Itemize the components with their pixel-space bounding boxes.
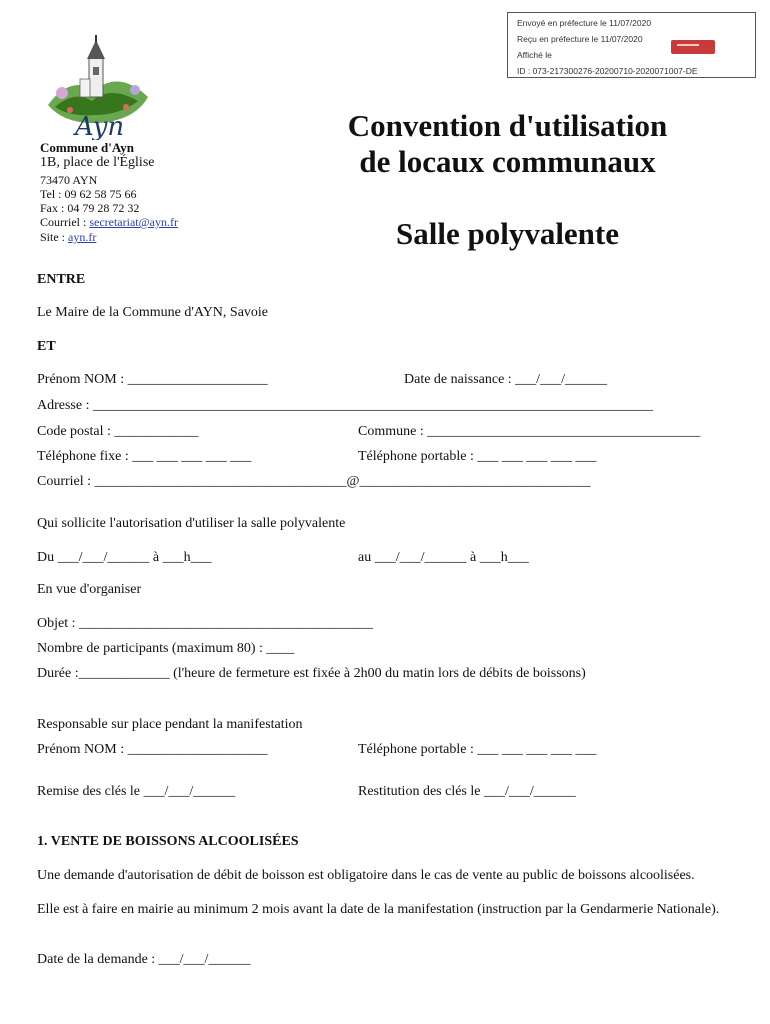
stamp-received-date: Reçu en préfecture le 11/07/2020 (517, 34, 643, 44)
date-naissance-field[interactable]: Date de naissance : ___/___/______ (404, 372, 607, 387)
et-heading: ET (37, 339, 56, 354)
email-link[interactable]: secretariat@ayn.fr (89, 215, 178, 229)
maire-line: Le Maire de la Commune d'AYN, Savoie (37, 305, 269, 320)
title-line-2: de locaux communaux (359, 144, 656, 179)
en-vue-line: En vue d'organiser (37, 582, 142, 597)
courriel-field[interactable]: Courriel : ____________________________________@_________________________________ (37, 474, 591, 489)
remise-cles-field[interactable]: Remise des clés le ___/___/______ (37, 784, 236, 799)
telephone-portable-field[interactable]: Téléphone portable : ___ ___ ___ ___ ___ (358, 449, 597, 464)
date-debut-field[interactable]: Du ___/___/______ à ___h___ (37, 550, 212, 565)
section-1-paragraph-1: Une demande d'autorisation de débit de boisson est obligatoire dans le cas de vente au public de boissons alcoolisées. (37, 868, 695, 883)
commune-street: 1B, place de l'Église (40, 155, 155, 170)
email-label: Courriel : (40, 215, 90, 229)
section-1-heading: 1. VENTE DE BOISSONS ALCOOLISÉES (37, 834, 299, 849)
commune-city: 73470 AYN (40, 173, 98, 187)
stamp-posted: Affiché le (517, 50, 552, 60)
site-label: Site : (40, 230, 69, 244)
code-postal-field[interactable]: Code postal : ____________ (37, 424, 199, 439)
prenom-nom-field[interactable]: Prénom NOM : ____________________ (37, 372, 268, 387)
responsable-prenom-nom-field[interactable]: Prénom NOM : ____________________ (37, 742, 268, 757)
stamp-id: ID : 073-217300276-20200710-2020071007-DE (517, 66, 698, 76)
entre-heading: ENTRE (37, 272, 86, 287)
commune-name: Commune d'Ayn (40, 140, 135, 155)
title-subtitle: Salle polyvalente (395, 216, 620, 251)
participants-field[interactable]: Nombre de participants (maximum 80) : ____ (37, 641, 295, 656)
responsable-telephone-field[interactable]: Téléphone portable : ___ ___ ___ ___ ___ (358, 742, 597, 757)
responsable-line: Responsable sur place pendant la manifestation (37, 717, 303, 732)
date-fin-field[interactable]: au ___/___/______ à ___h___ (358, 550, 529, 565)
adresse-field[interactable]: Adresse : ________________________________________________________________________________ (37, 398, 653, 413)
title-line-1: Convention d'utilisation (347, 108, 668, 143)
commune-logo (40, 35, 155, 140)
site-link[interactable]: ayn.fr (68, 230, 97, 244)
prefecture-stamp (507, 12, 756, 78)
logo-text: Ayn (75, 112, 125, 140)
sollicite-line: Qui sollicite l'autorisation d'utiliser la salle polyvalente (37, 516, 346, 531)
commune-field[interactable]: Commune : _______________________________________ (358, 424, 701, 439)
objet-field[interactable]: Objet : __________________________________________ (37, 616, 373, 631)
section-1-paragraph-2: Elle est à faire en mairie au minimum 2 mois avant la date de la manifestation (instruction par la Gendarmerie Nationale). (37, 902, 720, 917)
duree-field[interactable]: Durée :_____________ (l'heure de fermeture est fixée à 2h00 du matin lors de débits de boissons) (37, 666, 586, 681)
date-demande-field[interactable]: Date de la demande : ___/___/______ (37, 952, 251, 967)
commune-site-row (40, 230, 96, 244)
commune-email-row (40, 215, 178, 229)
prefecture-badge-icon (671, 40, 715, 54)
commune-tel: Tel : 09 62 58 75 66 (40, 187, 137, 201)
stamp-sent-date: Envoyé en préfecture le 11/07/2020 (517, 18, 652, 28)
telephone-fixe-field[interactable]: Téléphone fixe : ___ ___ ___ ___ ___ (37, 449, 252, 464)
restitution-cles-field[interactable]: Restitution des clés le ___/___/______ (358, 784, 576, 799)
commune-fax: Fax : 04 79 28 72 32 (40, 201, 140, 215)
